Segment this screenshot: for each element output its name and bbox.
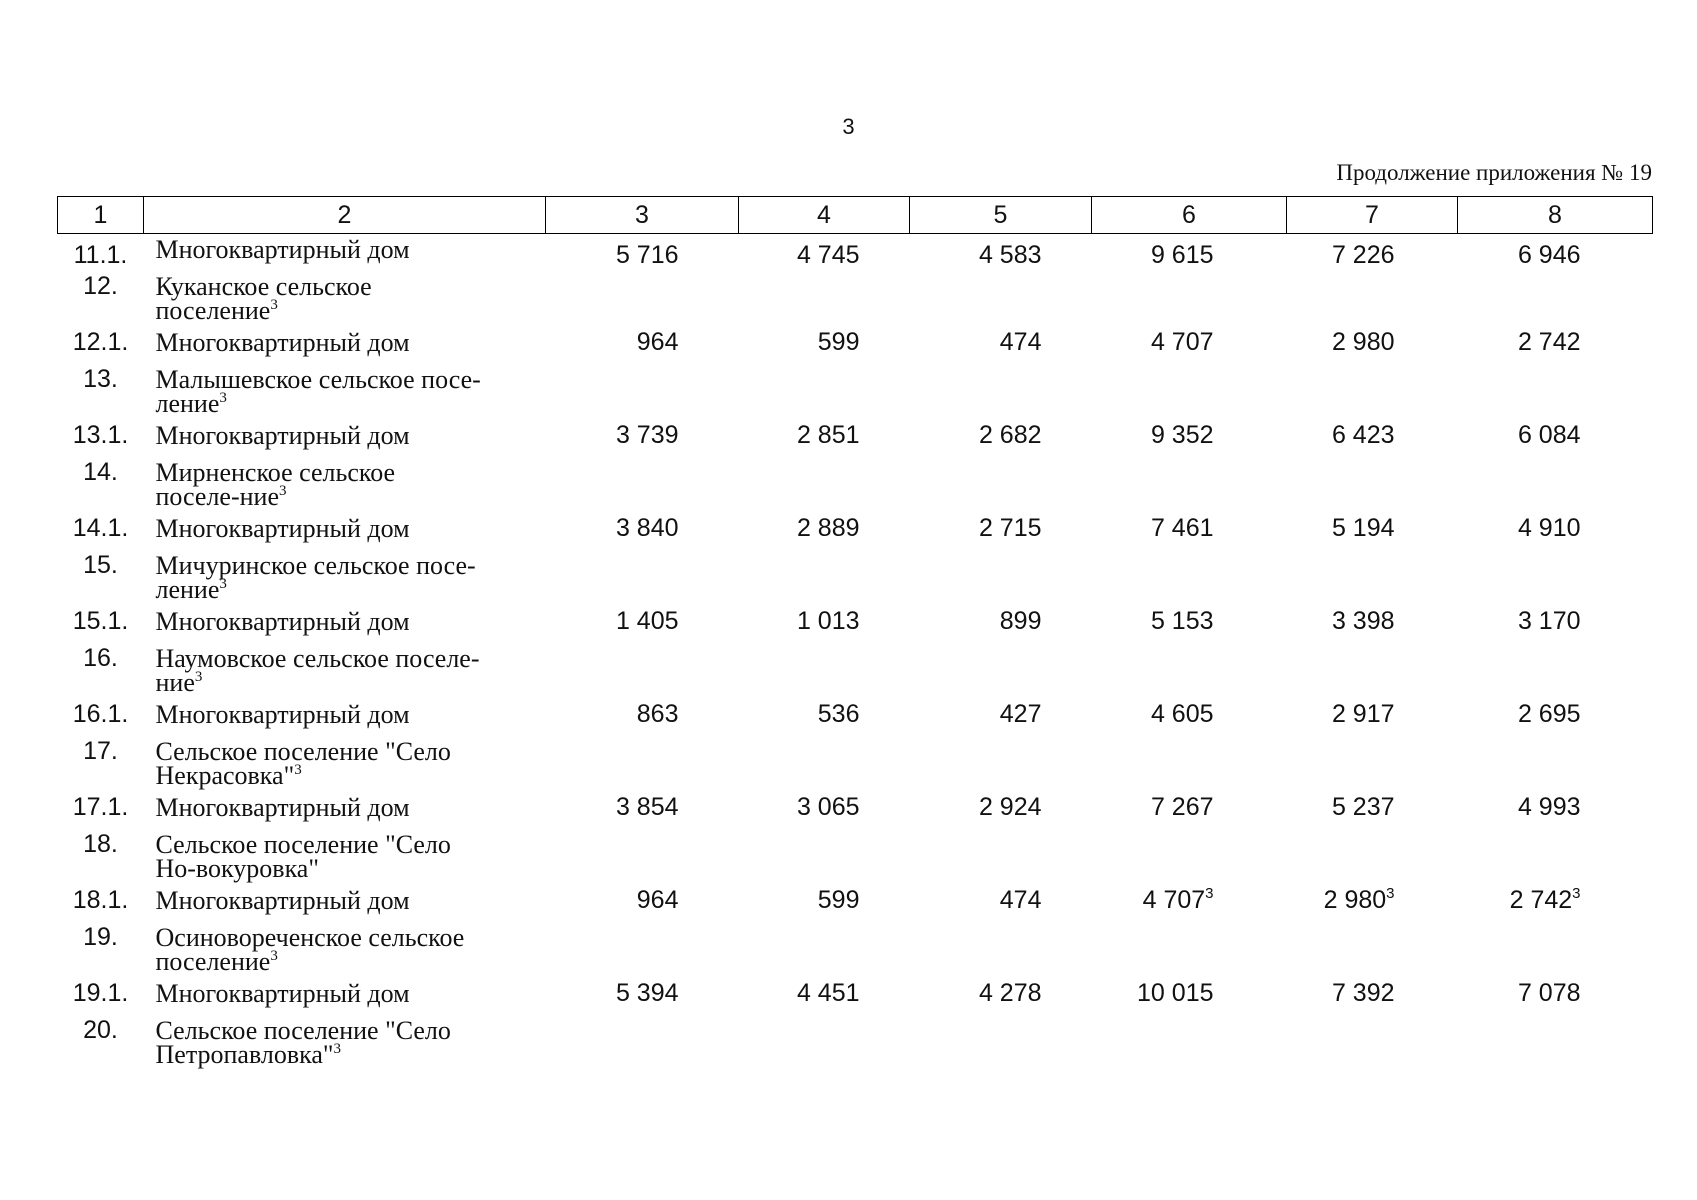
value-cell-col-4 bbox=[739, 978, 910, 1015]
value-cell-col-3 bbox=[546, 829, 739, 885]
value-cell-col-4 bbox=[739, 792, 910, 829]
table-row bbox=[58, 457, 1653, 513]
value-cell-col-4 bbox=[739, 420, 910, 457]
row-number: 17.1. bbox=[72, 793, 129, 821]
footnote-mark: 3 bbox=[1205, 885, 1214, 902]
value-cell-col-4 bbox=[739, 606, 910, 643]
row-name-text: Сельское поселение "Село Петропавловка" bbox=[155, 1016, 451, 1069]
value-cell-col-3 bbox=[546, 922, 739, 978]
row-number: 18. bbox=[83, 830, 118, 858]
value-cell-col-7 bbox=[1287, 420, 1458, 457]
value-cell-col-8 bbox=[1458, 792, 1653, 829]
column-header: 6 bbox=[1092, 197, 1287, 234]
value-cell-col-7 bbox=[1287, 885, 1458, 922]
value-text: 2 917 bbox=[1331, 700, 1395, 728]
value-text: 5 394 bbox=[615, 979, 679, 1007]
value-cell-col-8 bbox=[1458, 736, 1653, 792]
value-cell-col-4 bbox=[739, 699, 910, 736]
row-name-text: Многоквартирный дом bbox=[155, 793, 410, 822]
value-text: 5 237 bbox=[1331, 793, 1395, 821]
value-cell-col-8 bbox=[1458, 829, 1653, 885]
value-cell-col-7 bbox=[1287, 234, 1458, 272]
column-header: 4 bbox=[739, 197, 910, 234]
value-cell-col-8 bbox=[1458, 420, 1653, 457]
footnote-mark: 3 bbox=[279, 483, 287, 499]
row-name bbox=[144, 271, 546, 327]
value-cell-col-8 bbox=[1458, 550, 1653, 606]
value-cell-col-7 bbox=[1287, 829, 1458, 885]
value-text: 10 015 bbox=[1137, 979, 1214, 1007]
value-cell-col-4 bbox=[739, 457, 910, 513]
row-name bbox=[144, 643, 546, 699]
value-cell-col-6 bbox=[1092, 792, 1287, 829]
column-header: 5 bbox=[910, 197, 1092, 234]
value-cell-col-4 bbox=[739, 550, 910, 606]
row-name-text: Сельское поселение "Село Некрасовка" bbox=[155, 737, 451, 790]
value-cell-col-6 bbox=[1092, 978, 1287, 1015]
value-cell-col-4 bbox=[739, 1015, 910, 1071]
value-text: 3 739 bbox=[615, 421, 679, 449]
row-name bbox=[144, 792, 546, 829]
value-cell-col-5 bbox=[910, 829, 1092, 885]
value-cell-col-7 bbox=[1287, 699, 1458, 736]
row-name-text: Многоквартирный дом bbox=[155, 607, 410, 636]
value-cell-col-8 bbox=[1458, 978, 1653, 1015]
row-name-text: Наумовское сельское поселе-ние bbox=[155, 644, 480, 697]
row-name bbox=[144, 885, 546, 922]
row-number: 19. bbox=[83, 923, 118, 951]
value-cell-col-4 bbox=[739, 513, 910, 550]
value-cell-col-5 bbox=[910, 234, 1092, 272]
table-row bbox=[58, 364, 1653, 420]
value-cell-col-6 bbox=[1092, 829, 1287, 885]
value-text: 2 695 bbox=[1517, 700, 1581, 728]
footnote-mark: 3 bbox=[1386, 885, 1395, 902]
value-cell-col-3 bbox=[546, 364, 739, 420]
value-text: 4 707 bbox=[1150, 328, 1214, 356]
row-name bbox=[144, 922, 546, 978]
row-number: 19.1. bbox=[72, 979, 129, 1007]
footnote-mark: 3 bbox=[1572, 885, 1581, 902]
value-cell-col-7 bbox=[1287, 327, 1458, 364]
appendix-caption: Продолжение приложения № 19 bbox=[1336, 160, 1652, 185]
value-cell-col-3 bbox=[546, 234, 739, 272]
value-cell-col-5 bbox=[910, 978, 1092, 1015]
row-name bbox=[144, 699, 546, 736]
row-name-text: Многоквартирный дом bbox=[155, 886, 410, 915]
row-number: 15. bbox=[83, 551, 118, 579]
value-cell-col-7 bbox=[1287, 364, 1458, 420]
table-row bbox=[58, 327, 1653, 364]
value-cell-col-4 bbox=[739, 234, 910, 272]
value-cell-col-7 bbox=[1287, 643, 1458, 699]
table-header-row bbox=[58, 197, 1653, 234]
value-cell-col-6 bbox=[1092, 420, 1287, 457]
value-text: 427 bbox=[999, 700, 1042, 728]
value-text: 2 924 bbox=[978, 793, 1042, 821]
value-text: 3 840 bbox=[615, 514, 679, 542]
value-text: 3 065 bbox=[796, 793, 860, 821]
value-text: 2 742 bbox=[1509, 886, 1573, 914]
value-cell-col-4 bbox=[739, 327, 910, 364]
value-cell-col-3 bbox=[546, 550, 739, 606]
value-cell-col-5 bbox=[910, 606, 1092, 643]
value-text: 4 707 bbox=[1142, 886, 1206, 914]
value-text: 4 993 bbox=[1517, 793, 1581, 821]
row-name-text: Малышевское сельское посе-ление bbox=[155, 365, 481, 418]
row-name-text: Многоквартирный дом bbox=[155, 700, 410, 729]
table-row bbox=[58, 606, 1653, 643]
table-row bbox=[58, 978, 1653, 1015]
value-text: 2 715 bbox=[978, 514, 1042, 542]
table-row bbox=[58, 234, 1653, 272]
value-cell-col-7 bbox=[1287, 271, 1458, 327]
value-cell-col-3 bbox=[546, 457, 739, 513]
value-text: 2 980 bbox=[1323, 886, 1387, 914]
value-text: 5 153 bbox=[1150, 607, 1214, 635]
value-cell-col-8 bbox=[1458, 699, 1653, 736]
column-header: 1 bbox=[58, 197, 144, 234]
value-cell-col-4 bbox=[739, 922, 910, 978]
value-text: 6 084 bbox=[1517, 421, 1581, 449]
value-text: 2 980 bbox=[1331, 328, 1395, 356]
table-row bbox=[58, 420, 1653, 457]
value-cell-col-6 bbox=[1092, 457, 1287, 513]
value-cell-col-5 bbox=[910, 457, 1092, 513]
value-cell-col-6 bbox=[1092, 922, 1287, 978]
value-cell-col-8 bbox=[1458, 513, 1653, 550]
value-text: 7 226 bbox=[1331, 241, 1395, 269]
table-row bbox=[58, 885, 1653, 922]
value-text: 3 398 bbox=[1331, 607, 1395, 635]
footnote-mark: 3 bbox=[270, 948, 278, 964]
value-cell-col-7 bbox=[1287, 922, 1458, 978]
row-name bbox=[144, 327, 546, 364]
value-text: 599 bbox=[817, 328, 860, 356]
row-number: 12.1. bbox=[72, 328, 129, 356]
footnote-mark: 3 bbox=[194, 669, 203, 685]
value-cell-col-7 bbox=[1287, 1015, 1458, 1071]
value-text: 2 742 bbox=[1517, 328, 1581, 356]
footnote-mark: 3 bbox=[294, 762, 302, 778]
row-name bbox=[144, 550, 546, 606]
value-text: 7 392 bbox=[1331, 979, 1395, 1007]
value-cell-col-7 bbox=[1287, 550, 1458, 606]
row-name bbox=[144, 978, 546, 1015]
value-cell-col-3 bbox=[546, 271, 739, 327]
value-cell-col-7 bbox=[1287, 606, 1458, 643]
table-row bbox=[58, 643, 1653, 699]
row-name-text: Осиновореченское сельское поселение bbox=[155, 923, 465, 976]
value-cell-col-5 bbox=[910, 271, 1092, 327]
value-text: 2 682 bbox=[978, 421, 1042, 449]
value-cell-col-6 bbox=[1092, 606, 1287, 643]
value-text: 4 605 bbox=[1150, 700, 1214, 728]
value-cell-col-3 bbox=[546, 513, 739, 550]
value-cell-col-3 bbox=[546, 736, 739, 792]
value-text: 4 278 bbox=[978, 979, 1042, 1007]
row-name bbox=[144, 364, 546, 420]
row-name-text: Многоквартирный дом bbox=[155, 235, 410, 264]
row-number: 13.1. bbox=[72, 421, 129, 449]
footnote-mark: 3 bbox=[270, 297, 278, 313]
row-name-text: Мичуринское сельское посе-ление bbox=[155, 551, 476, 604]
value-text: 6 946 bbox=[1517, 241, 1581, 269]
row-number: 16. bbox=[83, 644, 118, 672]
value-cell-col-5 bbox=[910, 327, 1092, 364]
column-header: 7 bbox=[1287, 197, 1458, 234]
value-text: 7 078 bbox=[1517, 979, 1581, 1007]
row-number: 15.1. bbox=[72, 607, 129, 635]
value-cell-col-8 bbox=[1458, 364, 1653, 420]
value-cell-col-3 bbox=[546, 978, 739, 1015]
value-cell-col-6 bbox=[1092, 364, 1287, 420]
value-text: 5 716 bbox=[615, 241, 679, 269]
value-text: 4 583 bbox=[978, 241, 1042, 269]
row-name bbox=[144, 513, 546, 550]
table-row bbox=[58, 271, 1653, 327]
value-cell-col-5 bbox=[910, 922, 1092, 978]
footnote-mark: 3 bbox=[219, 390, 227, 406]
value-cell-col-8 bbox=[1458, 885, 1653, 922]
value-text: 4 451 bbox=[796, 979, 860, 1007]
value-text: 3 170 bbox=[1517, 607, 1581, 635]
value-text: 1 405 bbox=[615, 607, 679, 635]
value-text: 5 194 bbox=[1331, 514, 1395, 542]
value-cell-col-5 bbox=[910, 792, 1092, 829]
value-text: 7 461 bbox=[1150, 514, 1214, 542]
value-cell-col-3 bbox=[546, 792, 739, 829]
value-cell-col-5 bbox=[910, 550, 1092, 606]
footnote-mark: 3 bbox=[219, 576, 227, 592]
value-cell-col-3 bbox=[546, 885, 739, 922]
value-cell-col-8 bbox=[1458, 234, 1653, 272]
value-cell-col-7 bbox=[1287, 513, 1458, 550]
value-text: 2 851 bbox=[796, 421, 860, 449]
value-cell-col-8 bbox=[1458, 922, 1653, 978]
value-cell-col-6 bbox=[1092, 699, 1287, 736]
value-cell-col-4 bbox=[739, 364, 910, 420]
row-name-text: Мирненское сельское поселе-ние bbox=[155, 458, 396, 511]
value-cell-col-3 bbox=[546, 699, 739, 736]
value-cell-col-7 bbox=[1287, 792, 1458, 829]
value-cell-col-3 bbox=[546, 606, 739, 643]
value-cell-col-4 bbox=[739, 643, 910, 699]
value-cell-col-6 bbox=[1092, 736, 1287, 792]
value-text: 2 889 bbox=[796, 514, 860, 542]
value-cell-col-6 bbox=[1092, 513, 1287, 550]
row-number: 20. bbox=[83, 1016, 118, 1044]
row-name-text: Куканское сельское поселение bbox=[155, 272, 372, 325]
value-text: 4 910 bbox=[1517, 514, 1581, 542]
value-cell-col-6 bbox=[1092, 885, 1287, 922]
value-text: 1 013 bbox=[796, 607, 860, 635]
value-text: 7 267 bbox=[1150, 793, 1214, 821]
table-row bbox=[58, 513, 1653, 550]
value-text: 964 bbox=[636, 328, 679, 356]
row-name-text: Многоквартирный дом bbox=[155, 979, 410, 1008]
value-text: 599 bbox=[817, 886, 860, 914]
row-name bbox=[144, 234, 546, 272]
value-cell-col-4 bbox=[739, 829, 910, 885]
data-table bbox=[57, 196, 1653, 1071]
value-cell-col-6 bbox=[1092, 327, 1287, 364]
column-header: 8 bbox=[1458, 197, 1653, 234]
value-cell-col-8 bbox=[1458, 1015, 1653, 1071]
value-cell-col-7 bbox=[1287, 736, 1458, 792]
value-cell-col-3 bbox=[546, 643, 739, 699]
value-text: 6 423 bbox=[1331, 421, 1395, 449]
table-row bbox=[58, 736, 1653, 792]
value-cell-col-6 bbox=[1092, 234, 1287, 272]
row-number: 16.1. bbox=[72, 700, 129, 728]
value-cell-col-4 bbox=[739, 885, 910, 922]
value-cell-col-6 bbox=[1092, 550, 1287, 606]
footnote-mark: 3 bbox=[333, 1041, 342, 1057]
row-name bbox=[144, 457, 546, 513]
row-name bbox=[144, 420, 546, 457]
row-name-text: Многоквартирный дом bbox=[155, 421, 410, 450]
value-cell-col-5 bbox=[910, 736, 1092, 792]
column-header: 2 bbox=[144, 197, 546, 234]
row-number: 18.1. bbox=[72, 886, 129, 914]
row-name bbox=[144, 736, 546, 792]
value-text: 3 854 bbox=[615, 793, 679, 821]
value-text: 474 bbox=[999, 886, 1042, 914]
row-number: 12. bbox=[83, 272, 118, 300]
value-cell-col-3 bbox=[546, 1015, 739, 1071]
value-cell-col-3 bbox=[546, 420, 739, 457]
value-text: 9 615 bbox=[1150, 241, 1214, 269]
page-number: 3 bbox=[842, 114, 855, 139]
table-row bbox=[58, 699, 1653, 736]
value-cell-col-8 bbox=[1458, 457, 1653, 513]
value-cell-col-5 bbox=[910, 420, 1092, 457]
row-number: 14. bbox=[83, 458, 118, 486]
row-name-text: Многоквартирный дом bbox=[155, 514, 410, 543]
table-row bbox=[58, 550, 1653, 606]
value-cell-col-5 bbox=[910, 643, 1092, 699]
value-cell-col-4 bbox=[739, 271, 910, 327]
row-name bbox=[144, 829, 546, 885]
row-number: 17. bbox=[83, 737, 118, 765]
table-row bbox=[58, 1015, 1653, 1071]
value-cell-col-8 bbox=[1458, 606, 1653, 643]
table-row bbox=[58, 922, 1653, 978]
row-name bbox=[144, 606, 546, 643]
row-name-text: Многоквартирный дом bbox=[155, 328, 410, 357]
value-text: 536 bbox=[817, 700, 860, 728]
row-number: 13. bbox=[83, 365, 118, 393]
value-cell-col-3 bbox=[546, 327, 739, 364]
value-text: 474 bbox=[999, 328, 1042, 356]
value-cell-col-8 bbox=[1458, 327, 1653, 364]
table-row bbox=[58, 792, 1653, 829]
value-text: 964 bbox=[636, 886, 679, 914]
value-cell-col-4 bbox=[739, 736, 910, 792]
row-name-text: Сельское поселение "Село Но-вокуровка" bbox=[155, 830, 451, 883]
value-cell-col-5 bbox=[910, 364, 1092, 420]
value-cell-col-8 bbox=[1458, 643, 1653, 699]
value-cell-col-8 bbox=[1458, 271, 1653, 327]
value-text: 4 745 bbox=[796, 241, 860, 269]
table-body bbox=[58, 234, 1653, 1072]
value-text: 9 352 bbox=[1150, 421, 1214, 449]
row-number: 11.1. bbox=[73, 241, 128, 269]
value-text: 863 bbox=[636, 700, 679, 728]
value-cell-col-6 bbox=[1092, 271, 1287, 327]
table-row bbox=[58, 829, 1653, 885]
value-cell-col-5 bbox=[910, 513, 1092, 550]
row-number: 14.1. bbox=[72, 514, 129, 542]
value-cell-col-5 bbox=[910, 885, 1092, 922]
value-cell-col-5 bbox=[910, 1015, 1092, 1071]
value-cell-col-7 bbox=[1287, 978, 1458, 1015]
row-name bbox=[144, 1015, 546, 1071]
value-cell-col-6 bbox=[1092, 1015, 1287, 1071]
value-cell-col-7 bbox=[1287, 457, 1458, 513]
value-cell-col-6 bbox=[1092, 643, 1287, 699]
value-cell-col-5 bbox=[910, 699, 1092, 736]
value-text: 899 bbox=[999, 607, 1042, 635]
column-header: 3 bbox=[546, 197, 739, 234]
